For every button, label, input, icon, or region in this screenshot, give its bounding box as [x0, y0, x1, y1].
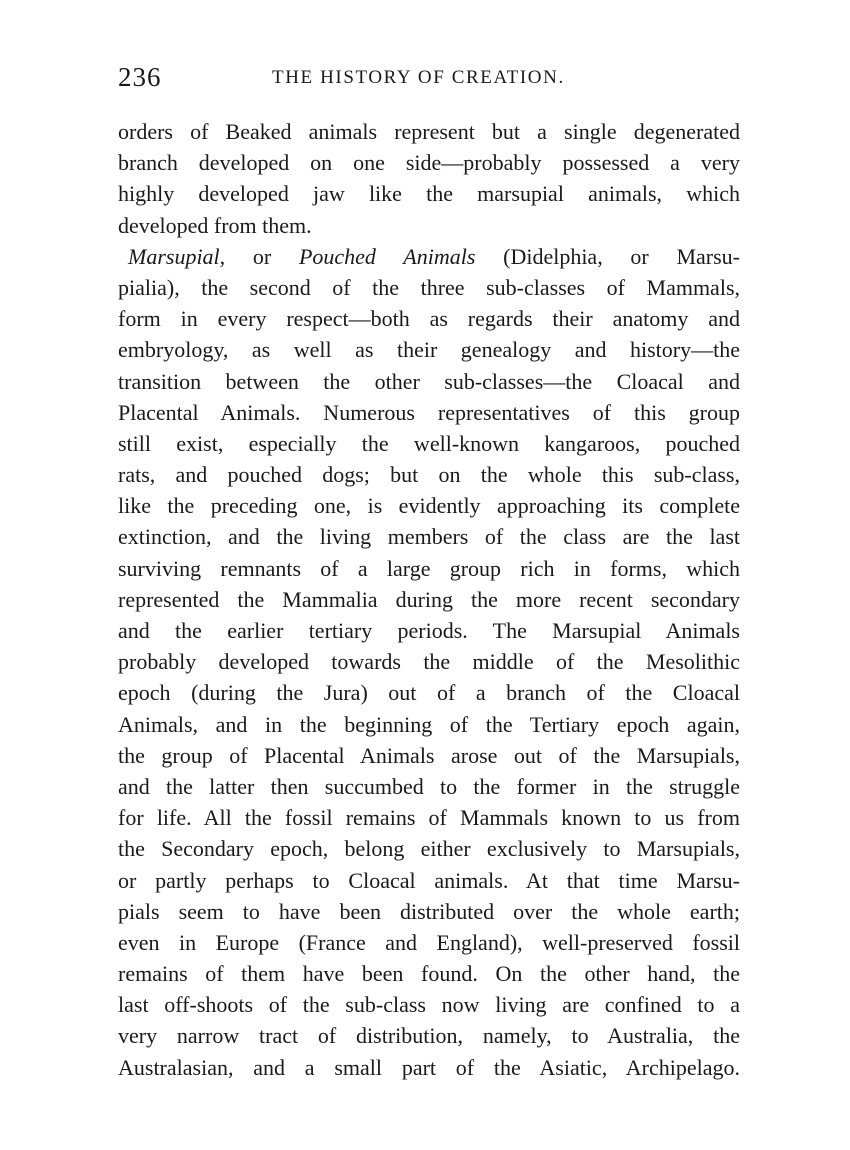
- paragraph-lead-line: [118, 241, 740, 272]
- italic-term-pouched-animals: Pouched Animals: [298, 243, 476, 269]
- page-number: 236: [118, 62, 162, 92]
- text-line: orders of Beaked animals represent but a single degenerated: [118, 119, 740, 144]
- text-line: Australasian, and a small part of the Asiatic, Archipelago.: [118, 1054, 740, 1080]
- text-line: last off-shoots of the sub-class now living are confined to a: [118, 992, 740, 1018]
- text-line: and the earlier tertiary periods. The Marsupial Animals: [118, 618, 740, 643]
- lead-rest: (Didelphia, or Marsu-: [475, 243, 741, 269]
- text-line: like the preceding one, is evidently approaching its complete: [118, 493, 740, 519]
- text-line: pialia), the second of the three sub-classes of Mammals,: [118, 274, 740, 300]
- text-line: Placental Animals. Numerous representatives of this group: [118, 399, 740, 425]
- text-line: surviving remnants of a large group rich in forms, which: [118, 555, 740, 581]
- text-line: the group of Placental Animals arose out of the Marsupials,: [118, 742, 740, 768]
- text-line: probably developed towards the middle of the Mesolithic: [118, 649, 740, 675]
- text-line: pials seem to have been distributed over the whole earth;: [118, 898, 740, 924]
- italic-term-marsupial: Marsupial,: [128, 243, 226, 269]
- text-line: rats, and pouched dogs; but on the whole this sub-class,: [118, 462, 740, 488]
- text-line: for life. All the fossil remains of Mammals known to us from: [118, 805, 740, 831]
- text-line: still exist, especially the well-known kangaroos, pouched: [118, 430, 740, 456]
- text-line: Animals, and in the beginning of the Tertiary epoch again,: [118, 711, 740, 737]
- text-line: and the latter then succumbed to the former in the struggle: [118, 773, 740, 799]
- text-line: extinction, and the living members of the class are the last: [118, 524, 740, 550]
- text-line: branch developed on one side—probably possessed a very: [118, 150, 740, 176]
- text-line: highly developed jaw like the marsupial animals, which: [118, 181, 740, 207]
- text-line: or partly perhaps to Cloacal animals. At that time Marsu-: [118, 867, 740, 893]
- body-text: [118, 116, 740, 1083]
- text-line: epoch (during the Jura) out of a branch of the Cloacal: [118, 680, 740, 706]
- text-line: form in every respect—both as regards their anatomy and: [118, 306, 740, 332]
- running-head: [118, 62, 740, 96]
- text-line: the Secondary epoch, belong either exclusively to Marsupials,: [118, 836, 740, 862]
- text-line: embryology, as well as their genealogy and history—the: [118, 337, 740, 363]
- text-line: transition between the other sub-classes—the Cloacal and: [118, 368, 740, 394]
- text-line: very narrow tract of distribution, namely, to Australia, the: [118, 1023, 740, 1049]
- text-line: developed from them.: [118, 212, 312, 238]
- text-line: represented the Mammalia during the more recent secondary: [118, 586, 740, 612]
- text-line: remains of them have been found. On the other hand, the: [118, 961, 740, 987]
- lead-connector: or: [225, 243, 299, 269]
- page-header-title: THE HISTORY OF CREATION.: [272, 67, 565, 88]
- text-line: even in Europe (France and England), well-preserved fossil: [118, 929, 740, 955]
